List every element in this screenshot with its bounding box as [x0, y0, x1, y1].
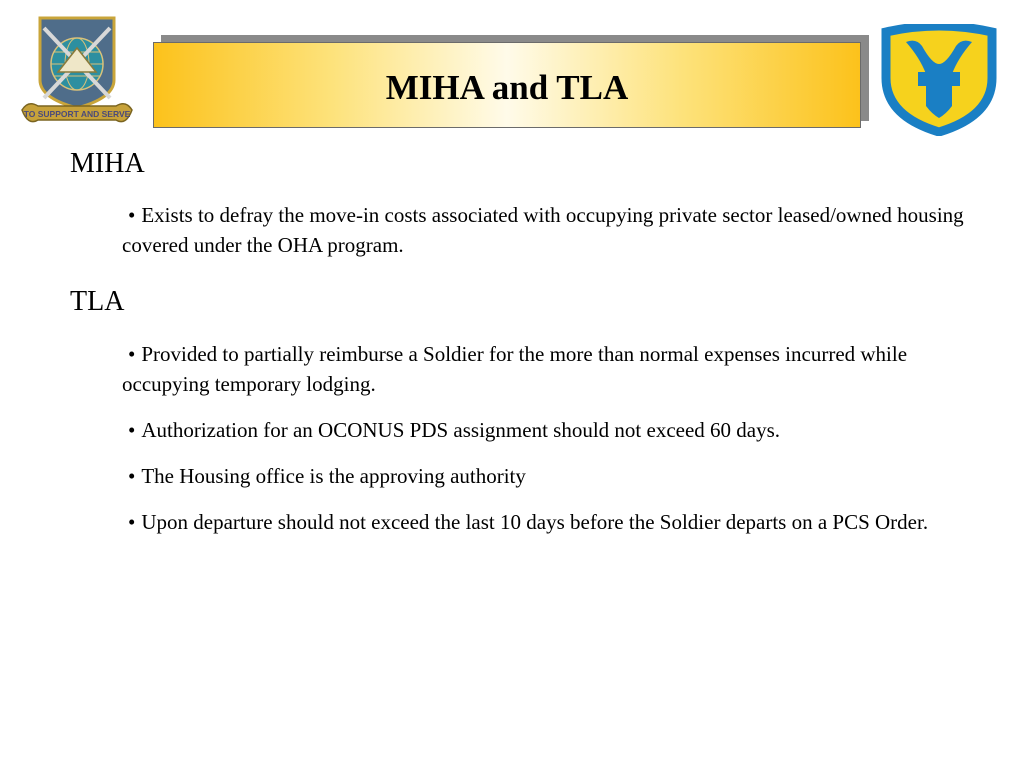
- title-banner: [153, 42, 861, 128]
- bullet-item: [122, 200, 972, 260]
- bullet-text: Provided to partially reimburse a Soldier for the more than normal expenses incurred while occupying temporary lodging.: [122, 342, 908, 396]
- bullet-item: [122, 415, 972, 445]
- shoulder-patch-icon: [880, 24, 998, 136]
- bullet-item: [122, 507, 972, 537]
- bullet-dot: •: [128, 464, 136, 488]
- bullet-dot: •: [128, 418, 136, 442]
- bullet-dot: •: [128, 203, 136, 227]
- bullet-item: [122, 339, 972, 399]
- page-title: MIHA and TLA: [385, 68, 629, 107]
- section-heading-miha: MIHA: [70, 148, 145, 179]
- bullet-dot: •: [128, 342, 136, 366]
- bullet-dot: •: [128, 510, 136, 534]
- crest-motto: TO SUPPORT AND SERVE: [23, 109, 131, 119]
- section-heading-tla: TLA: [70, 286, 125, 317]
- regimental-crest-icon: [18, 14, 136, 132]
- bullet-text: Authorization for an OCONUS PDS assignment should not exceed 60 days.: [141, 418, 781, 442]
- bullet-text: The Housing office is the approving authority: [141, 464, 526, 488]
- bullet-text: Exists to defray the move-in costs associated with occupying private sector leased/owned housing covered under the OHA program.: [122, 203, 964, 257]
- bullet-item: [122, 461, 972, 491]
- bullet-text: Upon departure should not exceed the last 10 days before the Soldier departs on a PCS Order.: [141, 510, 929, 534]
